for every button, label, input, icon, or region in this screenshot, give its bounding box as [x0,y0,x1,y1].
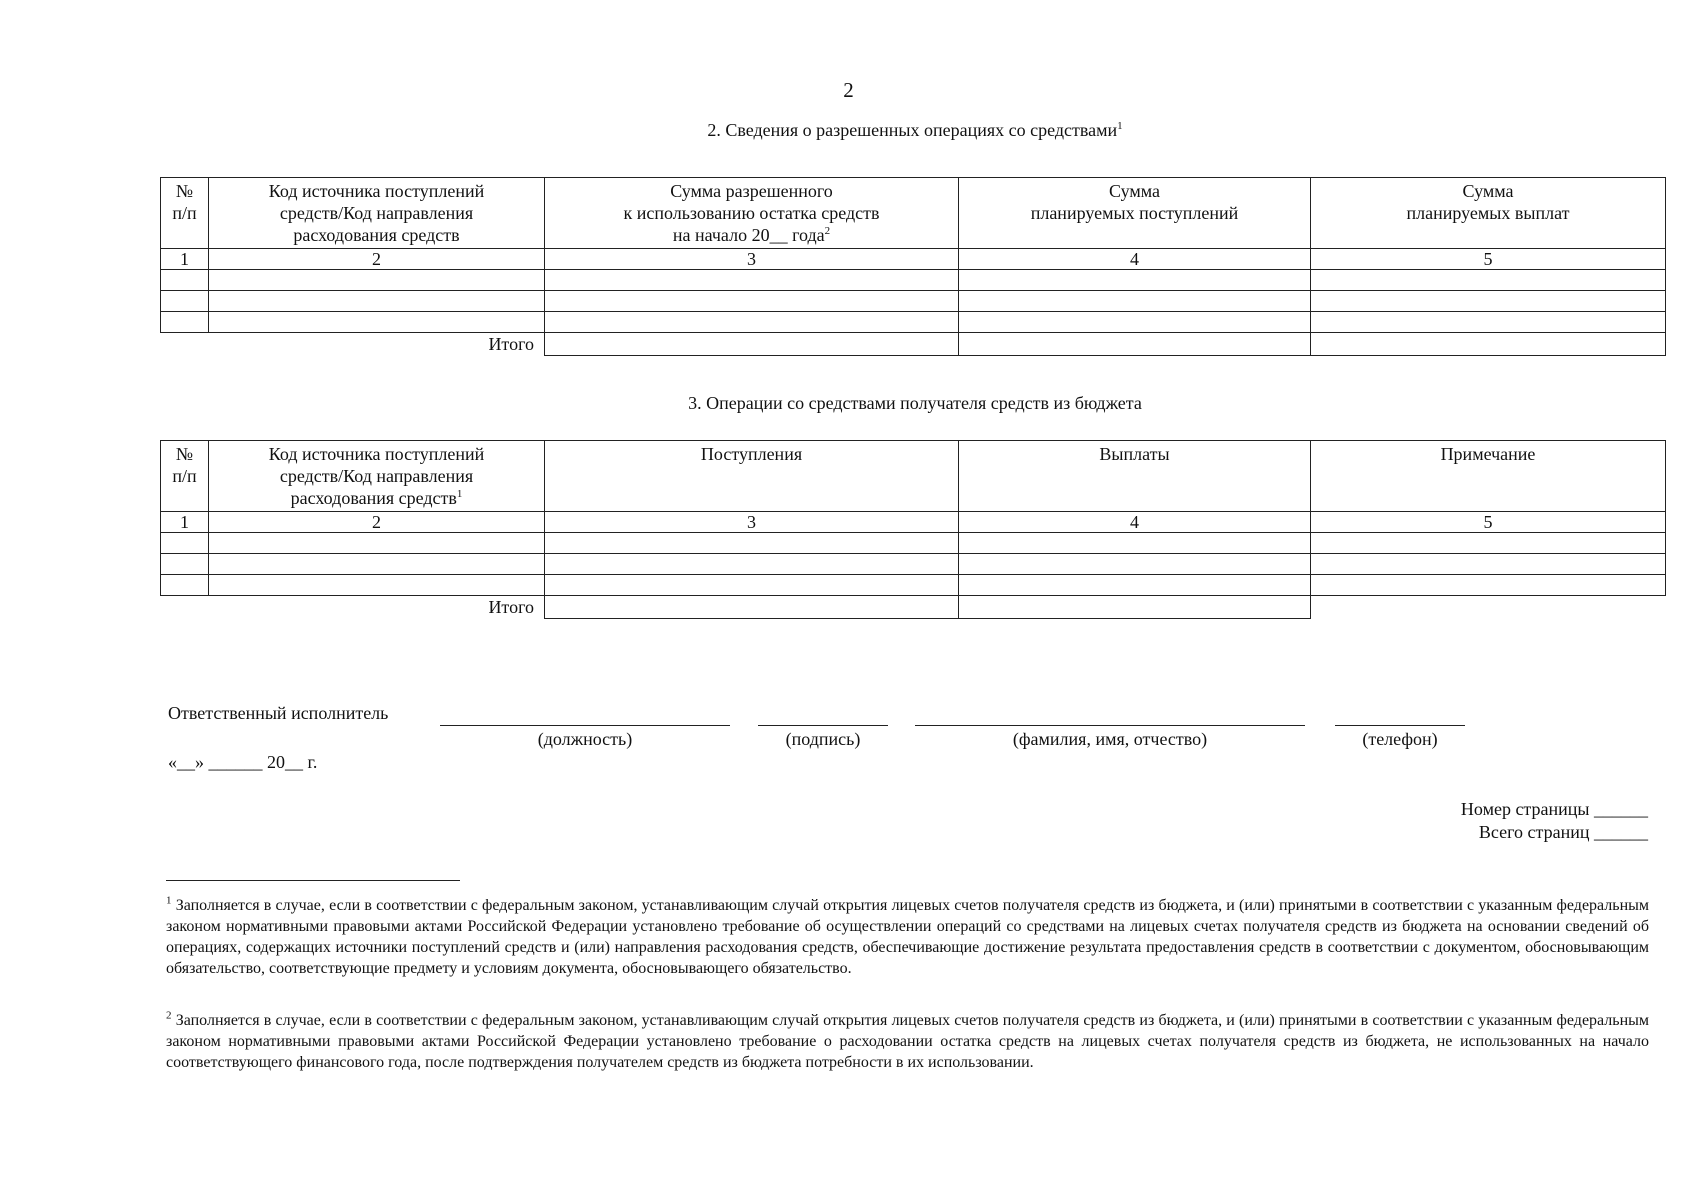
total-pages-field: Всего страниц ______ [1478,822,1648,842]
column-number: 5 [1311,512,1666,533]
table-cell[interactable] [959,533,1311,554]
table-row [161,312,1666,333]
header-line [211,487,542,509]
header-line: п/п [172,466,197,486]
table-row [161,575,1666,596]
column-number: 4 [959,249,1311,270]
col-planned-payments-header [1311,178,1666,249]
empty-cell [1311,596,1666,619]
table-cell[interactable] [959,554,1311,575]
header-line: Сумма разрешенного [670,181,833,201]
footnote-1-mark: 1 [166,894,172,907]
total-cell[interactable] [545,596,959,619]
table-cell[interactable] [209,270,545,291]
section-2-title [0,120,1697,141]
section-3-title: 3. Операции со средствами получателя средств из бюджета [688,393,1142,413]
table-row [161,270,1666,291]
header-line: Код источника поступлений [268,181,485,201]
header-line: планируемых выплат [1406,203,1570,223]
col-allowed-remainder-header [545,178,959,249]
header-line: № [175,181,194,201]
header-line-text: расходования средств [290,488,457,508]
col-source-code-header [209,178,545,249]
col-planned-receipts-header [959,178,1311,249]
column-number: 1 [161,249,209,270]
phone-line[interactable] [1335,725,1465,726]
total-label: Итого [488,597,534,617]
header-line: Код источника поступлений [268,444,485,464]
table-cell[interactable] [959,575,1311,596]
header-line: средств/Код направления [279,203,474,223]
table-cell[interactable] [161,291,209,312]
col-receipts-header: Поступления [545,441,959,512]
footnote-1-text: Заполняется в случае, если в соответствии с федеральным законом, устанавливающим случай открытия лицевых счетов получателя средств из бюджета, и (или) принятыми в соответствии с указанным федеральным законом нормативными правовыми актами Российской Федерации установлено требование об осуществлении операций со средствами на лицевых счетах получателя средств из бюджета на основании сведений об операциях, содержащих источники поступлений средств и (или) направления расходования средств, обеспечивающие достижение результата предоставления средств в соответствии с документом, обосновывающим обязательство, соответствующие предмету и условиям документа, обосновывающего обязательство. [166,897,1650,977]
header-line: к использованию остатка средств [623,203,880,223]
table-cell[interactable] [209,575,545,596]
total-row [161,333,1666,356]
footnote-2-mark: 2 [166,1009,172,1022]
table-row [161,533,1666,554]
table-cell[interactable] [545,312,959,333]
table-row [161,291,1666,312]
col-note-header: Примечание [1311,441,1666,512]
table-cell[interactable] [545,554,959,575]
footnote-separator [166,880,460,881]
total-cell[interactable] [959,596,1311,619]
total-cell[interactable] [1311,333,1666,356]
table-cell[interactable] [1311,533,1666,554]
signature-line[interactable] [758,725,888,726]
date-line: «__» ______ 20__ г. [168,752,318,772]
phone-caption: (телефон) [1362,729,1438,749]
column-number-row [161,512,1666,533]
table-cell[interactable] [545,291,959,312]
header-line: расходования средств [293,225,460,245]
page-number: 2 [843,78,854,102]
col-number-header [161,178,209,249]
full-name-caption: (фамилия, имя, отчество) [1012,729,1208,749]
column-number: 5 [1311,249,1666,270]
position-line[interactable] [440,725,730,726]
full-name-line[interactable] [915,725,1305,726]
header-line: Сумма [1109,181,1160,201]
header-line [547,224,956,246]
table-cell[interactable] [209,312,545,333]
signature-caption: (подпись) [785,729,861,749]
table-cell[interactable] [161,270,209,291]
section-2-table [160,177,1666,356]
table-cell[interactable] [959,312,1311,333]
table-cell[interactable] [1311,270,1666,291]
table-cell[interactable] [161,533,209,554]
column-number: 3 [545,512,959,533]
table-cell[interactable] [209,291,545,312]
column-number: 2 [209,512,545,533]
section-2-title-text: 2. Сведения о разрешенных операциях со средствами [707,120,1118,140]
table-cell[interactable] [1311,575,1666,596]
column-number-row [161,249,1666,270]
footnote-mark: 1 [456,488,463,500]
header-line: средств/Код направления [279,466,474,486]
table-cell[interactable] [161,312,209,333]
header-line: Сумма [1462,181,1514,201]
table-header-row [161,178,1666,249]
table-cell[interactable] [161,554,209,575]
total-label: Итого [488,334,534,354]
column-number: 4 [959,512,1311,533]
table-cell[interactable] [209,533,545,554]
column-number: 3 [545,249,959,270]
footnote-mark: 2 [824,225,831,237]
responsible-person-label: Ответственный исполнитель [168,703,389,723]
column-number: 1 [161,512,209,533]
table-cell[interactable] [545,575,959,596]
table-cell[interactable] [959,291,1311,312]
total-cell[interactable] [959,333,1311,356]
column-number: 2 [209,249,545,270]
header-line: планируемых поступлений [1030,203,1239,223]
header-line: п/п [172,203,197,223]
total-cell[interactable] [545,333,959,356]
page-number-field: Номер страницы ______ [1460,799,1648,819]
table-cell[interactable] [161,575,209,596]
position-caption: (должность) [537,729,633,749]
table-cell[interactable] [1311,312,1666,333]
footnote-2 [166,1010,1649,1073]
col-payments-header: Выплаты [959,441,1311,512]
table-cell[interactable] [959,270,1311,291]
table-cell[interactable] [1311,554,1666,575]
table-cell[interactable] [1311,291,1666,312]
section-2-title-footnote-mark: 1 [1117,120,1123,132]
section-3-table [160,440,1666,619]
header-line-text: на начало 20__ года [672,225,825,245]
table-row [161,554,1666,575]
table-cell[interactable] [545,533,959,554]
col-source-code-header [209,441,545,512]
footnote-1 [166,895,1649,979]
table-cell[interactable] [545,270,959,291]
col-number-header [161,441,209,512]
total-row [161,596,1666,619]
table-cell[interactable] [209,554,545,575]
footnote-2-text: Заполняется в случае, если в соответствии с федеральным законом, устанавливающим случай открытия лицевых счетов получателя средств из бюджета, и (или) принятыми в соответствии с указанным федеральным законом нормативными правовыми актами Российской Федерации установлено требование о расходовании остатка средств на лицевых счетах получателя средств из бюджета, не использованных на начало соответствующего финансового года, после подтверждения получателем средств из бюджета потребности в их использовании. [166,1012,1650,1071]
table-header-row [161,441,1666,512]
header-line: № [175,444,194,464]
